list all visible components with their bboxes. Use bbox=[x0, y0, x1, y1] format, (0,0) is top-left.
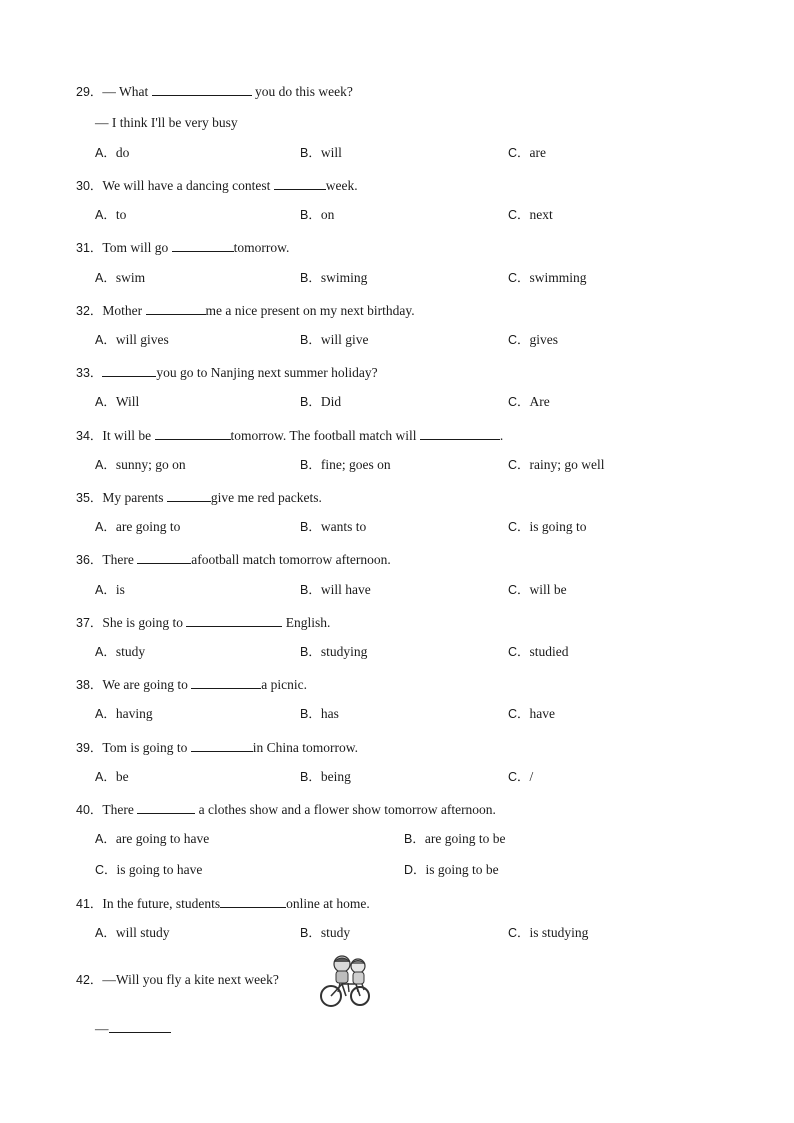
option-label: C． bbox=[508, 583, 530, 597]
option-label: A． bbox=[95, 832, 116, 846]
option-label: A． bbox=[95, 583, 116, 597]
stem-text: My parents bbox=[102, 490, 167, 505]
option-b[interactable] bbox=[300, 581, 371, 599]
option-text: is studying bbox=[529, 925, 589, 940]
question-stem bbox=[76, 549, 391, 569]
option-a[interactable] bbox=[95, 269, 145, 287]
option-text: being bbox=[320, 769, 351, 784]
option-label: C． bbox=[508, 707, 530, 721]
option-b[interactable] bbox=[300, 269, 367, 287]
option-c[interactable] bbox=[508, 393, 550, 411]
answer-blank[interactable] bbox=[137, 799, 195, 814]
question-stem bbox=[76, 893, 370, 913]
option-label: B． bbox=[300, 458, 321, 472]
option-label: C． bbox=[508, 926, 530, 940]
answer-blank[interactable] bbox=[102, 362, 156, 377]
question-number: 42． bbox=[76, 973, 103, 987]
option-label: B． bbox=[404, 832, 425, 846]
option-text: is going to bbox=[529, 519, 587, 534]
option-b[interactable] bbox=[300, 331, 368, 349]
option-text: be bbox=[115, 769, 129, 784]
option-text: do bbox=[115, 145, 130, 160]
option-label: C． bbox=[508, 146, 530, 160]
dialogue-reply: — I think I'll be very busy bbox=[95, 115, 238, 130]
answer-blank[interactable] bbox=[137, 549, 191, 564]
stem-text: There bbox=[102, 802, 138, 817]
option-label: C． bbox=[508, 395, 530, 409]
option-b[interactable] bbox=[404, 830, 505, 848]
option-b[interactable] bbox=[300, 518, 366, 536]
option-text: swim bbox=[115, 270, 146, 285]
stem-text: afootball match tomorrow afternoon. bbox=[191, 552, 391, 567]
option-label: B． bbox=[300, 520, 321, 534]
option-text: is going to have bbox=[116, 862, 203, 877]
stem-text: — What bbox=[102, 84, 152, 99]
option-text: will study bbox=[115, 925, 170, 940]
option-c[interactable] bbox=[508, 705, 555, 723]
option-a[interactable] bbox=[95, 830, 209, 848]
option-label: D． bbox=[404, 863, 426, 877]
option-label: A． bbox=[95, 926, 116, 940]
option-label: C． bbox=[508, 333, 530, 347]
question-number: 39． bbox=[76, 741, 103, 755]
option-text: are bbox=[529, 145, 547, 160]
answer-blank[interactable] bbox=[152, 81, 252, 96]
option-text: will bbox=[320, 145, 342, 160]
answer-line bbox=[95, 1018, 171, 1038]
option-text: sunny; go on bbox=[115, 457, 186, 472]
option-c[interactable] bbox=[508, 144, 546, 162]
answer-blank[interactable] bbox=[220, 893, 286, 908]
option-c[interactable] bbox=[508, 269, 587, 287]
option-label: A． bbox=[95, 520, 116, 534]
option-c[interactable] bbox=[508, 456, 605, 474]
question-number: 35． bbox=[76, 491, 103, 505]
answer-blank[interactable] bbox=[172, 237, 234, 252]
stem-text: week. bbox=[325, 178, 358, 193]
option-label: C． bbox=[508, 520, 530, 534]
answer-blank[interactable] bbox=[420, 425, 500, 440]
option-text: fine; goes on bbox=[320, 457, 391, 472]
option-text: are going to have bbox=[115, 831, 210, 846]
question-stem bbox=[76, 237, 289, 257]
question-number: 29． bbox=[76, 85, 103, 99]
stem-text: She is going to bbox=[102, 615, 187, 630]
option-label: B． bbox=[300, 645, 321, 659]
answer-blank[interactable] bbox=[155, 425, 231, 440]
option-text: having bbox=[115, 706, 153, 721]
option-text: swiming bbox=[320, 270, 368, 285]
option-a[interactable] bbox=[95, 643, 145, 661]
option-text: are going to bbox=[115, 519, 181, 534]
option-a[interactable] bbox=[95, 456, 186, 474]
option-c[interactable] bbox=[508, 206, 553, 224]
option-text: next bbox=[529, 207, 553, 222]
option-label: A． bbox=[95, 395, 116, 409]
question-stem bbox=[76, 425, 503, 445]
question-stem bbox=[76, 674, 307, 694]
option-c[interactable] bbox=[508, 518, 587, 536]
option-label: C． bbox=[508, 458, 530, 472]
option-label: B． bbox=[300, 333, 321, 347]
option-b[interactable] bbox=[300, 456, 391, 474]
option-c[interactable] bbox=[508, 643, 569, 661]
option-c[interactable] bbox=[95, 861, 202, 879]
option-label: C． bbox=[508, 770, 530, 784]
option-a[interactable] bbox=[95, 393, 139, 411]
option-label: B． bbox=[300, 707, 321, 721]
question-number: 40． bbox=[76, 803, 103, 817]
question-number: 37． bbox=[76, 616, 103, 630]
stem-text: me a nice present on my next birthday. bbox=[205, 303, 415, 318]
option-label: A． bbox=[95, 458, 116, 472]
answer-blank[interactable] bbox=[146, 300, 206, 315]
option-label: B． bbox=[300, 395, 321, 409]
option-label: A． bbox=[95, 146, 116, 160]
option-label: B． bbox=[300, 208, 321, 222]
stem-text: Mother bbox=[102, 303, 146, 318]
option-label: A． bbox=[95, 333, 116, 347]
option-text: studying bbox=[320, 644, 368, 659]
kids-on-bicycle-illustration bbox=[318, 952, 376, 1010]
stem-text: you do this week? bbox=[251, 84, 353, 99]
option-b[interactable] bbox=[300, 705, 339, 723]
question-number: 36． bbox=[76, 553, 103, 567]
option-text: Are bbox=[529, 394, 550, 409]
question-stem bbox=[76, 737, 358, 757]
option-text: is bbox=[115, 582, 125, 597]
option-a[interactable] bbox=[95, 768, 129, 786]
stem-text: give me red packets. bbox=[210, 490, 322, 505]
question-stem bbox=[76, 487, 322, 507]
option-text: swimming bbox=[529, 270, 587, 285]
option-label: B． bbox=[300, 770, 321, 784]
question-number: 30． bbox=[76, 179, 103, 193]
option-b[interactable] bbox=[300, 144, 342, 162]
question-number: 41． bbox=[76, 897, 103, 911]
option-text: wants to bbox=[320, 519, 367, 534]
option-d[interactable] bbox=[404, 861, 499, 879]
option-b[interactable] bbox=[300, 393, 341, 411]
option-label: B． bbox=[300, 271, 321, 285]
stem-text: It will be bbox=[102, 428, 155, 443]
option-label: B． bbox=[300, 146, 321, 160]
option-b[interactable] bbox=[300, 643, 367, 661]
option-label: C． bbox=[95, 863, 117, 877]
option-label: B． bbox=[300, 583, 321, 597]
option-b[interactable] bbox=[300, 206, 334, 224]
question-number: 38． bbox=[76, 678, 103, 692]
option-text: will gives bbox=[115, 332, 169, 347]
stem-text: Tom will go bbox=[102, 240, 172, 255]
stem-text: In the future, students bbox=[102, 896, 221, 911]
question-number: 34． bbox=[76, 429, 103, 443]
question-stem bbox=[76, 81, 353, 101]
stem-text: tomorrow. The football match will bbox=[230, 428, 420, 443]
stem-text: We are going to bbox=[102, 677, 192, 692]
question-stem bbox=[76, 175, 358, 195]
option-text: studied bbox=[529, 644, 569, 659]
stem-text: online at home. bbox=[286, 896, 370, 911]
stem-text: There bbox=[102, 552, 138, 567]
question-stem bbox=[76, 799, 496, 819]
answer-blank[interactable] bbox=[191, 737, 253, 752]
option-text: gives bbox=[529, 332, 559, 347]
option-a[interactable] bbox=[95, 144, 129, 162]
option-c[interactable] bbox=[508, 331, 558, 349]
stem-text: you go to Nanjing next summer holiday? bbox=[156, 365, 378, 380]
stem-text: —Will you fly a kite next week? bbox=[102, 972, 279, 987]
option-c[interactable] bbox=[508, 768, 533, 786]
stem-text: Tom is going to bbox=[102, 740, 191, 755]
option-label: A． bbox=[95, 271, 116, 285]
option-text: is going to be bbox=[425, 862, 499, 877]
option-a[interactable] bbox=[95, 518, 180, 536]
stem-text: a picnic. bbox=[261, 677, 308, 692]
option-b[interactable] bbox=[300, 924, 350, 942]
option-text: will have bbox=[320, 582, 371, 597]
answer-blank[interactable] bbox=[167, 487, 211, 502]
option-text: rainy; go well bbox=[529, 457, 605, 472]
option-a[interactable] bbox=[95, 705, 153, 723]
option-b[interactable] bbox=[300, 768, 351, 786]
option-c[interactable] bbox=[508, 924, 588, 942]
stem-text: tomorrow. bbox=[233, 240, 290, 255]
question-stem bbox=[76, 300, 415, 320]
option-a[interactable] bbox=[95, 206, 126, 224]
option-a[interactable] bbox=[95, 924, 169, 942]
option-text: to bbox=[115, 207, 127, 222]
option-label: A． bbox=[95, 645, 116, 659]
answer-blank[interactable] bbox=[109, 1018, 171, 1033]
option-text: study bbox=[320, 925, 351, 940]
question-stem bbox=[76, 362, 378, 382]
option-text: has bbox=[320, 706, 339, 721]
question-stem bbox=[76, 612, 330, 632]
option-text: Will bbox=[115, 394, 140, 409]
answer-blank[interactable] bbox=[274, 175, 326, 190]
option-label: A． bbox=[95, 707, 116, 721]
stem-text: We will have a dancing contest bbox=[102, 178, 274, 193]
option-text: on bbox=[320, 207, 335, 222]
question-number: 32． bbox=[76, 304, 103, 318]
stem-text: English. bbox=[282, 615, 331, 630]
stem-text: . bbox=[499, 428, 504, 443]
option-label: A． bbox=[95, 770, 116, 784]
answer-blank[interactable] bbox=[186, 612, 282, 627]
question-number: 33． bbox=[76, 366, 103, 380]
option-a[interactable] bbox=[95, 331, 169, 349]
stem-text: a clothes show and a flower show tomorrow afternoon. bbox=[195, 802, 496, 817]
answer-blank[interactable] bbox=[191, 674, 261, 689]
option-text: will be bbox=[529, 582, 567, 597]
option-label: B． bbox=[300, 926, 321, 940]
option-text: are going to be bbox=[424, 831, 506, 846]
option-label: A． bbox=[95, 208, 116, 222]
question-stem bbox=[76, 971, 279, 989]
option-text: Did bbox=[320, 394, 342, 409]
option-a[interactable] bbox=[95, 581, 125, 599]
option-text: will give bbox=[320, 332, 369, 347]
option-c[interactable] bbox=[508, 581, 567, 599]
option-text: / bbox=[529, 769, 534, 784]
option-label: C． bbox=[508, 208, 530, 222]
option-text: study bbox=[115, 644, 146, 659]
question-number: 31． bbox=[76, 241, 103, 255]
stem-text: in China tomorrow. bbox=[252, 740, 358, 755]
answer-dash: — bbox=[95, 1021, 109, 1036]
option-label: C． bbox=[508, 271, 530, 285]
option-text: have bbox=[529, 706, 556, 721]
option-label: C． bbox=[508, 645, 530, 659]
